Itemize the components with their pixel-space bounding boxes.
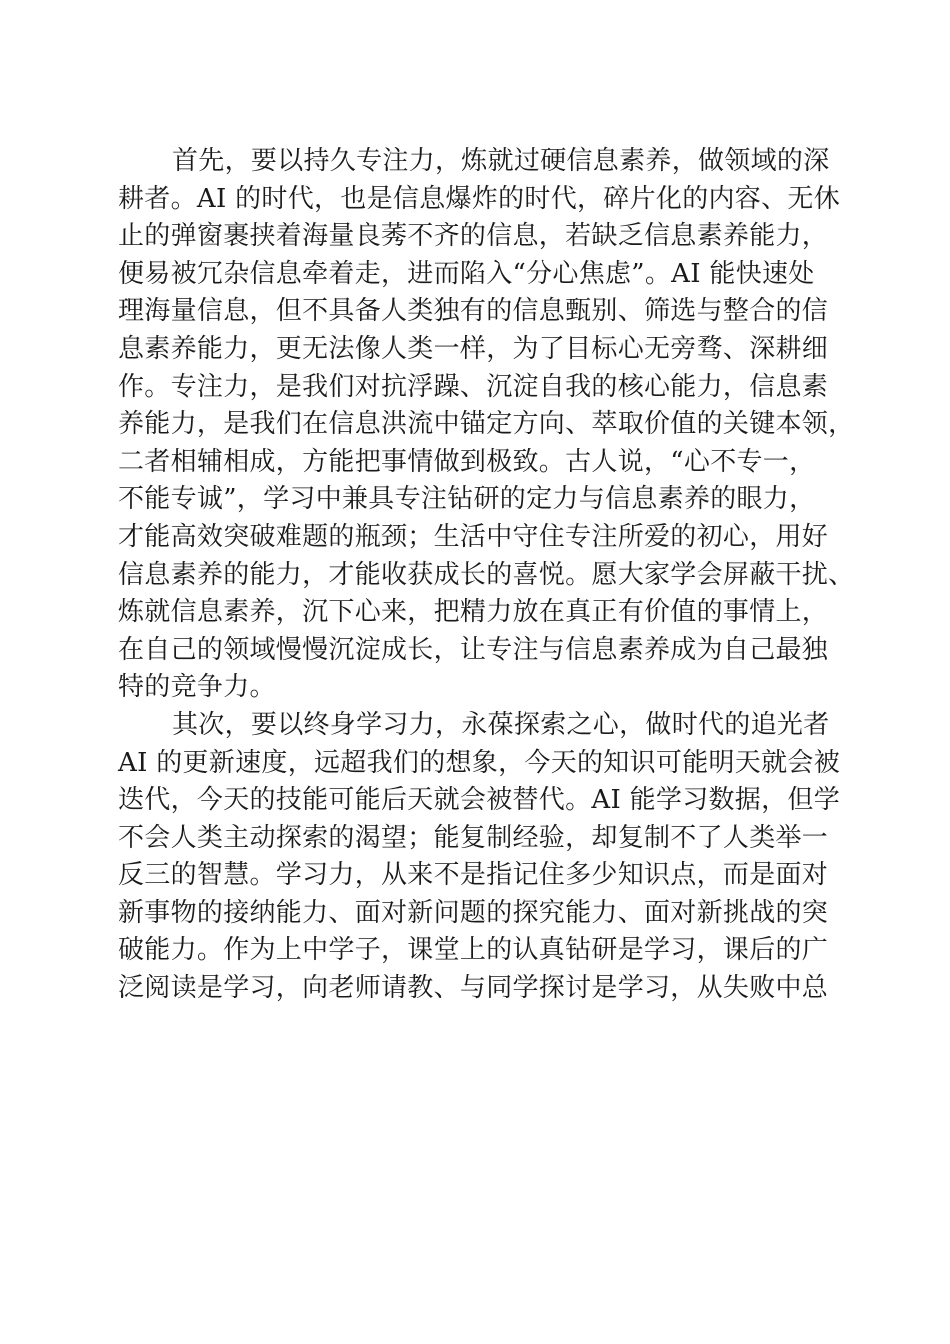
paragraph-line: 炼就信息素养，沉下心来，把精力放在真正有价值的事情上， (118, 597, 829, 628)
body-text (118, 143, 855, 1008)
paragraph-first-line: 首先，要以持久专注力，炼就过硬信息素养，做领域的深 (172, 146, 830, 176)
paragraph-line: 迭代，今天的技能可能后天就会被替代。AI 能学习数据，但学 (118, 785, 841, 816)
paragraph-line: 止的弹窗裹挟着海量良莠不齐的信息，若缺乏信息素养能力， (118, 221, 829, 252)
paragraph-line: 养能力，是我们在信息洪流中锚定方向、萃取价值的关键本领， (118, 409, 855, 440)
paragraph-line: 作。专注力，是我们对抗浮躁、沉淀自我的核心能力，信息素 (118, 371, 829, 402)
paragraph-line: 不能专诚”，学习中兼具专注钻研的定力与信息素养的眼力， (118, 484, 816, 515)
paragraph-line: AI 的更新速度，远超我们的想象，今天的知识可能明天就会被 (118, 747, 841, 778)
paragraph-line: 理海量信息，但不具备人类独有的信息甄别、筛选与整合的信 (118, 296, 829, 327)
paragraph-line: 便易被冗杂信息牵着走，进而陷入“分心焦虑”。AI 能快速处 (118, 258, 815, 289)
paragraph-line: 信息素养的能力，才能收获成长的喜悦。愿大家学会屏蔽干扰、 (118, 559, 855, 590)
paragraph-line: 新事物的接纳能力、面对新问题的探究能力、面对新挑战的突 (118, 897, 829, 928)
paragraph (118, 143, 855, 707)
paragraph-line: 息素养能力，更无法像人类一样，为了目标心无旁骛、深耕细 (118, 333, 829, 364)
paragraph-line: 在自己的领域慢慢沉淀成长，让专注与信息素养成为自己最独 (118, 634, 829, 665)
paragraph-first-line: 其次，要以终身学习力，永葆探索之心，做时代的追光者 (172, 709, 830, 740)
paragraph-line: 破能力。作为上中学子，课堂上的认真钻研是学习，课后的广 (118, 935, 829, 966)
paragraph-line: 二者相辅相成，方能把事情做到极致。古人说，“心不专一， (118, 446, 816, 477)
paragraph (118, 707, 841, 1008)
paragraph-line: 耕者。AI 的时代，也是信息爆炸的时代，碎片化的内容、无休 (118, 183, 841, 214)
paragraph-line: 泛阅读是学习，向老师请教、与同学探讨是学习，从失败中总 (118, 973, 829, 1004)
paragraph-line: 反三的智慧。学习力，从来不是指记住多少知识点，而是面对 (118, 860, 829, 891)
paragraph-line: 才能高效突破难题的瓶颈；生活中守住专注所爱的初心，用好 (118, 521, 829, 552)
paragraph-line: 特的竞争力。 (118, 672, 276, 703)
paragraph-line: 不会人类主动探索的渴望；能复制经验，却复制不了人类举一 (118, 822, 829, 853)
